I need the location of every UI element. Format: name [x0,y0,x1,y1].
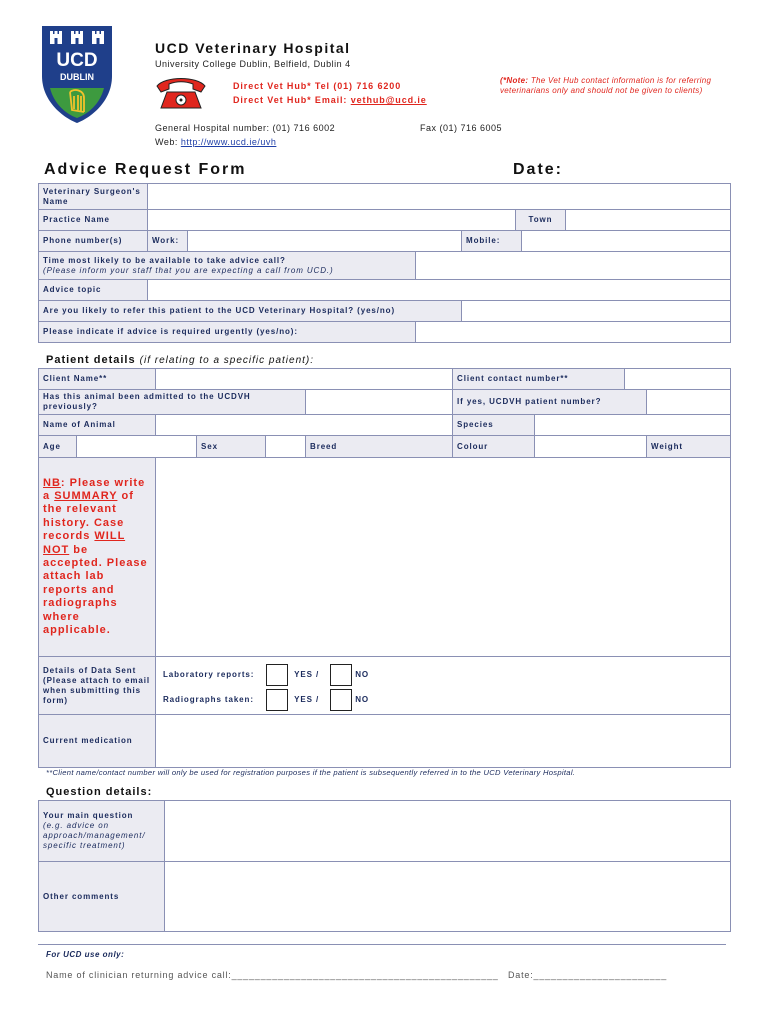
data-sent-title: Details of Data Sent [43,665,137,675]
ucd-date-line[interactable]: Date:_______________________ [508,970,668,980]
patient-number-label: If yes, UCDVH patient number? [453,390,647,415]
form-title: Advice Request Form [44,161,247,178]
client-contact-field[interactable] [625,369,731,390]
patient-details-heading [46,354,314,366]
work-phone-field[interactable] [188,231,462,252]
urgent-label: Please indicate if advice is required urgently (yes/no): [39,322,416,343]
fax-number: Fax (01) 716 6005 [420,123,503,133]
radiographs-row [163,689,369,711]
client-data-footnote: **Client name/contact number will only be used for registration purposes if the patient is subsequently referred in to the UCD Veterinary Hospital. [46,768,576,777]
vet-name-field[interactable] [148,184,731,210]
nb-not: NOT [43,543,70,556]
town-label: Town [516,210,566,231]
patient-details-hint: (if relating to a specific patient): [139,355,315,366]
nb-text-2: of the relevant history. Case records [43,489,134,543]
advice-topic-label: Advice topic [39,280,148,301]
vet-details-table [38,183,731,343]
data-sent-label [39,657,156,715]
other-comments-label: Other comments [39,862,165,932]
work-label: Work: [148,231,188,252]
current-medication-label: Current medication [39,715,156,768]
vet-hub-telephone: Direct Vet Hub* Tel (01) 716 6200 [233,81,402,91]
telephone-icon [153,76,209,112]
urgent-field[interactable] [416,322,731,343]
hospital-title: UCD Veterinary Hospital [155,40,351,56]
nb-will: WILL [94,530,126,543]
nb-text-3: be accepted. Please attach lab reports and radiographs where applicable. [43,543,148,637]
lab-reports-yes-label: YES / [294,670,320,680]
client-contact-label: Client contact number** [453,369,625,390]
practice-name-field[interactable] [148,210,516,231]
patient-details-table [38,368,731,768]
vet-hub-email-line [233,95,427,105]
vet-hub-email-link[interactable]: vethub@ucd.ie [350,95,427,105]
nb-text-1: : Please write a [43,476,146,502]
ucd-use-divider [38,944,726,945]
web-link[interactable]: http://www.ucd.ie/uvh [180,137,277,147]
availability-label [39,252,416,280]
web-line [155,137,276,147]
species-field[interactable] [535,415,731,436]
lab-reports-label: Laboratory reports: [163,670,255,680]
age-field[interactable] [77,436,197,458]
note-prefix: (*Note: [500,76,529,85]
question-details-heading: Question details: [46,786,153,798]
lab-reports-no-checkbox[interactable] [330,664,352,686]
admitted-field[interactable] [306,390,453,415]
nb-label: NB [43,476,61,489]
other-comments-field[interactable] [165,862,731,932]
question-details-table [38,800,731,932]
lab-reports-no-label: NO [355,670,370,680]
ucd-use-title: For UCD use only: [46,950,125,959]
mobile-label: Mobile: [462,231,522,252]
vet-hub-note [500,76,715,96]
nb-summary: SUMMARY [54,489,118,502]
radiographs-yes-label: YES / [294,695,320,705]
web-label: Web: [155,137,181,147]
vet-hub-email-label: Direct Vet Hub* Email: [233,95,351,105]
data-sent-hint: (Please attach to email when submitting this form) [43,675,150,705]
phone-label: Phone number(s) [39,231,148,252]
logo-dublin-text: DUBLIN [60,72,94,82]
practice-name-label: Practice Name [39,210,148,231]
client-name-label: Client Name** [39,369,156,390]
history-summary-field[interactable] [156,458,731,657]
refer-label: Are you likely to refer this patient to the UCD Veterinary Hospital? (yes/no) [39,301,462,322]
sex-field[interactable] [266,436,306,458]
main-question-field[interactable] [165,801,731,862]
radiographs-yes-checkbox[interactable] [266,689,288,711]
lab-reports-row [163,664,369,686]
town-field[interactable] [566,210,731,231]
main-question-title: Your main question [43,811,134,820]
species-label: Species [453,415,535,436]
hospital-address: University College Dublin, Belfield, Dublin 4 [155,59,351,69]
nb-instructions [43,477,151,638]
clinician-name-line[interactable]: Name of clinician returning advice call:______________________________________________ [46,970,499,980]
availability-hint: (Please inform your staff that you are expecting a call from UCD.) [43,265,334,275]
admitted-label: Has this animal been admitted to the UCDVH previously? [39,390,306,415]
main-question-label [39,801,165,862]
client-name-field[interactable] [156,369,453,390]
breed-label: Breed [306,436,453,458]
main-question-hint: (e.g. advice on approach/management/ specific treatment) [43,821,146,850]
date-label: Date: [513,161,564,178]
lab-reports-yes-checkbox[interactable] [266,664,288,686]
ucd-logo [40,24,114,124]
colour-field[interactable] [535,436,647,458]
history-summary-note [39,458,156,657]
radiographs-label: Radiographs taken: [163,695,254,705]
availability-field[interactable] [416,252,731,280]
radiographs-no-checkbox[interactable] [330,689,352,711]
advice-topic-field[interactable] [148,280,731,301]
current-medication-field[interactable] [156,715,731,768]
mobile-phone-field[interactable] [522,231,731,252]
refer-field[interactable] [462,301,731,322]
logo-ucd-text: UCD [56,50,98,71]
animal-name-label: Name of Animal [39,415,156,436]
availability-question: Time most likely to be available to take advice call? [43,255,286,265]
vet-name-label: Veterinary Surgeon's Name [39,184,148,210]
age-label: Age [39,436,77,458]
weight-label: Weight [647,436,731,458]
patient-number-field[interactable] [647,390,731,415]
note-text: The Vet Hub contact information is for referring veterinarians only and should not be given to clients) [500,76,712,95]
patient-details-title: Patient details [46,354,136,366]
general-hospital-number: General Hospital number: (01) 716 6002 [155,123,336,133]
colour-label: Colour [453,436,535,458]
sex-label: Sex [197,436,266,458]
animal-name-field[interactable] [156,415,453,436]
radiographs-no-label: NO [355,695,370,705]
